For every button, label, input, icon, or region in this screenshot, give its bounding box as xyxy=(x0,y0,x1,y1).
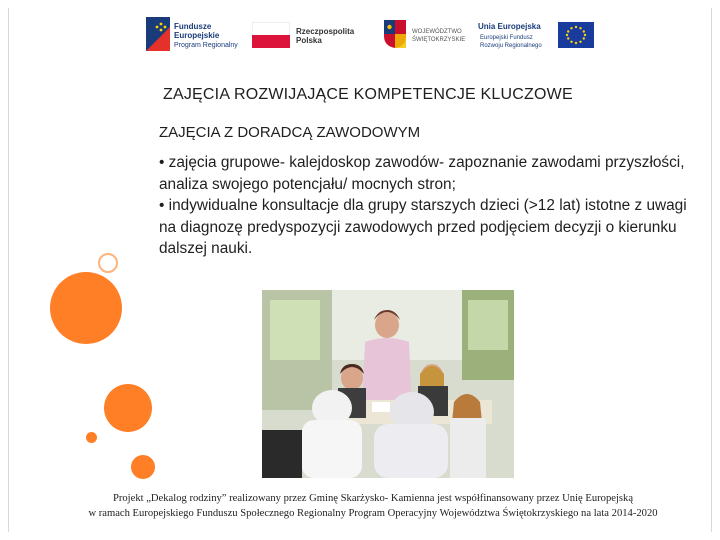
frame-line-right xyxy=(711,8,712,532)
eu-flag-icon xyxy=(558,22,594,48)
decorative-circle-small xyxy=(131,455,155,479)
polish-flag-icon xyxy=(252,22,290,48)
decorative-ring xyxy=(98,253,118,273)
sw-line1: WOJEWÓDZTWO xyxy=(412,29,462,35)
frame-line-left xyxy=(8,8,9,532)
ue-line3: Rozwoju Regionalnego xyxy=(480,43,542,49)
sw-line2: ŚWIĘTOKRZYSKIE xyxy=(412,37,466,43)
decorative-circle-tiny xyxy=(86,432,97,443)
fe-emblem-icon xyxy=(146,17,170,51)
body-text xyxy=(159,152,699,260)
logo-fundusze-europejskie xyxy=(144,14,236,54)
logo-swietokrzyskie xyxy=(382,14,472,54)
fe-line1: Fundusze xyxy=(174,22,212,31)
decorative-circle-medium xyxy=(104,384,152,432)
voivodeship-coat-of-arms-icon xyxy=(384,20,406,48)
page-title: ZAJĘCIA ROZWIJAJĄCE KOMPETENCJE KLUCZOWE xyxy=(163,86,573,103)
rp-line1: Rzeczpospolita xyxy=(296,27,355,36)
decorative-circle-large xyxy=(50,272,122,344)
logo-unia-europejska xyxy=(478,14,596,54)
bullet-group-activities: • zajęcia grupowe- kalejdoskop zawodów- zapoznanie zawodami przyszłości, analiza swojego potencjału/ mocnych stron; xyxy=(159,154,685,193)
fe-line2: Europejskie xyxy=(174,31,220,40)
bullet-individual-consultations: • indywidualne konsultacje dla grupy starszych dzieci (>12 lat) istotne z uwagi na diagnozę predyspozycji zawodowych przed podjęciem decyzji o kierunku dalszej nauki. xyxy=(159,197,687,258)
classroom-photo-illustration xyxy=(262,290,514,478)
rp-line2: Polska xyxy=(296,36,322,45)
footer-line1: Projekt „Dekalog rodziny” realizowany przez Gminę Skarżysko- Kamienna jest współfinansowany przez Unię Europejską xyxy=(112,493,634,504)
ue-line2: Europejski Fundusz xyxy=(480,35,533,41)
logo-rzeczpospolita-polska xyxy=(250,14,370,54)
fe-line3: Program Regionalny xyxy=(174,42,238,49)
section-subtitle: ZAJĘCIA Z DORADCĄ ZAWODOWYM xyxy=(159,124,421,141)
ue-line1: Unia Europejska xyxy=(478,22,541,31)
footer-line2: w ramach Europejskiego Funduszu Społecznego Regionalny Program Operacyjny Województwa Świętokrzyskiego na lata 2014-2020 xyxy=(88,508,658,519)
classroom-photo xyxy=(262,290,514,478)
footer-project-info xyxy=(40,491,706,521)
